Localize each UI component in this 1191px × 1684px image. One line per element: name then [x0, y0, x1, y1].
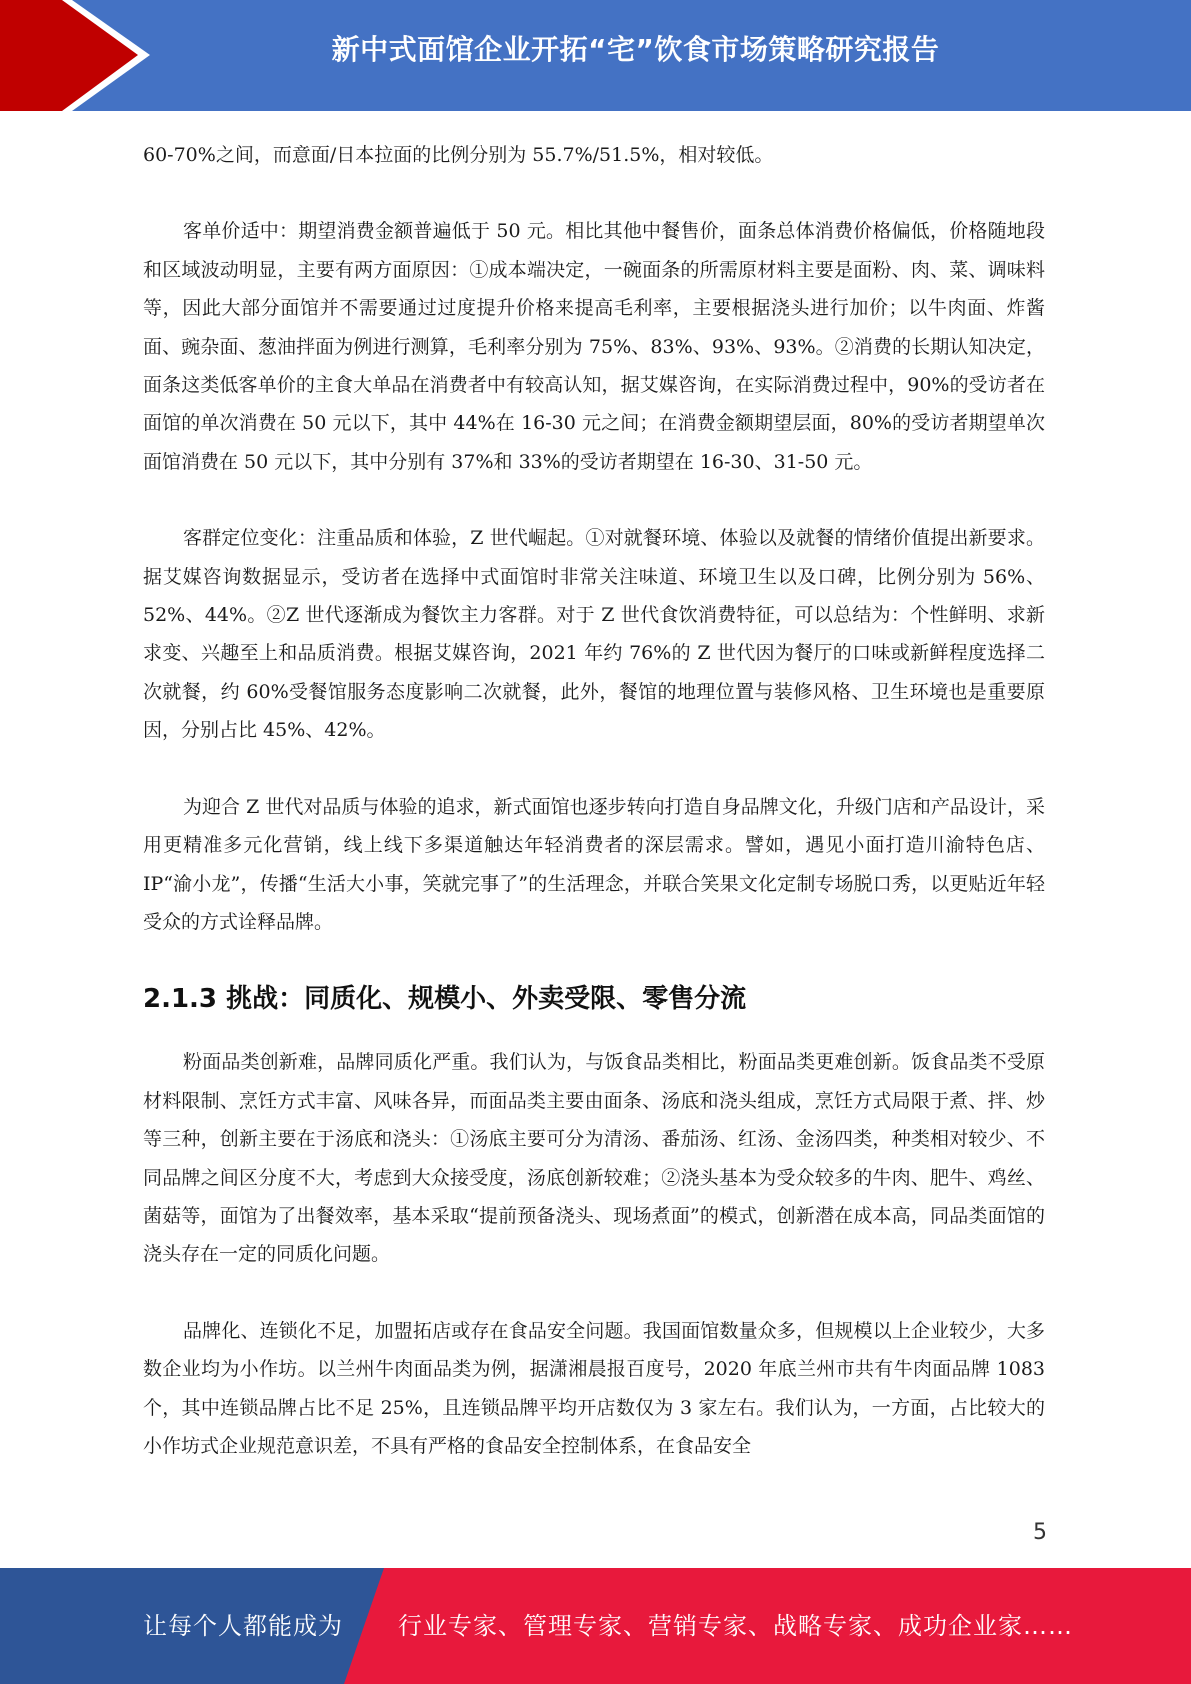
section-heading: 2.1.3 挑战：同质化、规模小、外卖受限、零售分流	[143, 984, 747, 1015]
paragraph-chain: 品牌化、连锁化不足，加盟拓店或存在食品安全问题。我国面馆数量众多，但规模以上企业较少，大多数企业均为小作坊。以兰州牛肉面品类为例，据潇湘晨报百度号，2020 年底兰州市共有牛肉面品牌 1083 个，其中连锁品牌占比不足 25%，且连锁品牌平均开店数仅为 3 家左右。我们认为，一方面，占比较大的小作坊式企业规范意识差，不具有严格的食品安全控制体系，在食品安全	[143, 1319, 1045, 1457]
paragraph-customer-group: 客群定位变化：注重品质和体验，Z 世代崛起。①对就餐环境、体验以及就餐的情绪价值提出新要求。据艾媒咨询数据显示，受访者在选择中式面馆时非常关注味道、环境卫生以及口碑，比例分别为 56%、52%、44%。②Z 世代逐渐成为餐饮主力客群。对于 Z 世代食饮消费特征，可以总结为：个性鲜明、求新求变、兴趣至上和品质消费。根据艾媒咨询，2021 年约 76%的 Z 世代因为餐厅的口味或新鲜程度选择二次就餐，约 60%受餐馆服务态度影响二次就餐，此外，餐馆的地理位置与装修风格、卫生环境也是重要原因，分别占比 45%、42%。	[143, 527, 1045, 742]
page-header	[0, 0, 1191, 111]
report-title: 新中式面馆企业开拓“宅”饮食市场策略研究报告	[331, 33, 940, 66]
document-body	[143, 136, 1045, 1465]
paragraph-innovation: 粉面品类创新难，品牌同质化严重。我们认为，与饭食品类相比，粉面品类更难创新。饭食品类不受原材料限制、烹饪方式丰富、风味各异，而面品类主要由面条、汤底和浇头组成，烹饪方式局限于煮、拌、炒等三种，创新主要在于汤底和浇头：①汤底主要可分为清汤、番茄汤、红汤、金汤四类，种类相对较少、不同品牌之间区分度不大，考虑到大众接受度，汤底创新较难；②浇头基本为受众较多的牛肉、肥牛、鸡丝、菌菇等，面馆为了出餐效率，基本采取“提前预备浇头、现场煮面”的模式，创新潜在成本高，同品类面馆的浇头存在一定的同质化问题。	[143, 1051, 1045, 1266]
paragraph-price: 客单价适中：期望消费金额普遍低于 50 元。相比其他中餐售价，面条总体消费价格偏低，价格随地段和区域波动明显，主要有两方面原因：①成本端决定，一碗面条的所需原材料主要是面粉、肉、菜、调味料等，因此大部分面馆并不需要通过过度提升价格来提高毛利率，主要根据浇头进行加价；以牛肉面、炸酱面、豌杂面、葱油拌面为例进行测算，毛利率分别为 75%、83%、93%、93%。②消费的长期认知决定，面条这类低客单价的主食大单品在消费者中有较高认知，据艾媒咨询，在实际消费过程中，90%的受访者在面馆的单次消费在 50 元以下，其中 44%在 16-30 元之间；在消费金额期望层面，80%的受访者期望单次面馆消费在 50 元以下，其中分别有 37%和 33%的受访者期望在 16-30、31-50 元。	[143, 220, 1045, 473]
paragraph-brand-culture: 为迎合 Z 世代对品质与体验的追求，新式面馆也逐步转向打造自身品牌文化，升级门店和产品设计，采用更精准多元化营销，线上线下多渠道触达年轻消费者的深层需求。譬如，遇见小面打造川渝特色店、IP“渝小龙”，传播“生活大小事，笑就完事了”的生活理念，并联合笑果文化定制专场脱口秀，以更贴近年轻受众的方式诠释品牌。	[143, 795, 1045, 933]
page-number: 5	[1033, 1520, 1047, 1545]
footer-slogan-left: 让每个人都能成为	[143, 1612, 343, 1640]
page-footer	[0, 1568, 1191, 1684]
paragraph-continuation: 60-70%之间，而意面/日本拉面的比例分别为 55.7%/51.5%，相对较低。	[143, 144, 774, 166]
footer-slogan-right: 行业专家、管理专家、营销专家、战略专家、成功企业家……	[398, 1612, 1073, 1640]
